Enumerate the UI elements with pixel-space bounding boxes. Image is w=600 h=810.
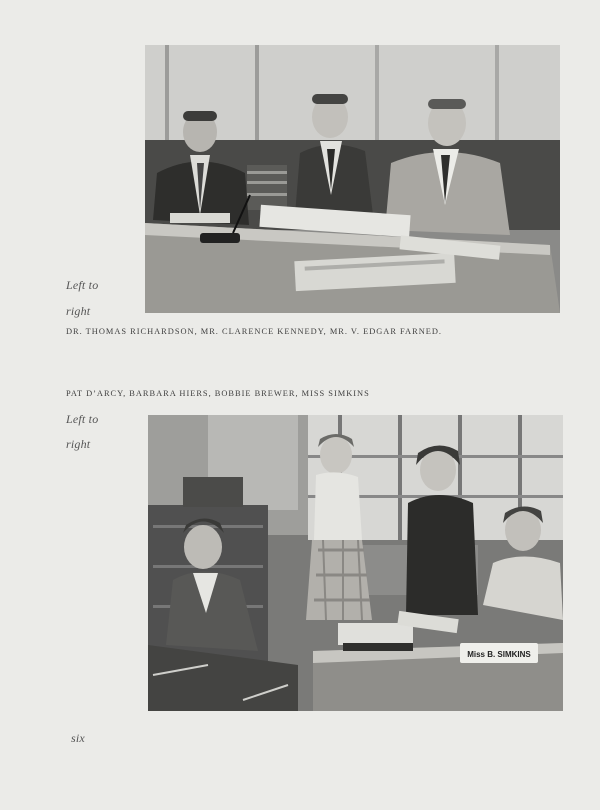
bottom-caption-names: PAT D’ARCY, BARBARA HIERS, BOBBIE BREWER, MISS SIMKINS [66,389,370,398]
top-caption-names: DR. THOMAS RICHARDSON, MR. CLARENCE KENNEDY, MR. V. EDGAR FARNED. [66,327,442,336]
photo-four-women-image [148,415,563,711]
top-caption-label-line2: right [66,304,91,318]
nameplate-label: Miss B. SIMKINS [467,650,531,659]
top-caption-label-line1: Left to [66,278,99,292]
photo-three-men-image [145,45,560,313]
bottom-caption-label-line2: right [66,437,91,451]
photo-four-women-in-office [148,415,563,711]
bottom-caption-label-line1: Left to [66,412,99,426]
photo-three-men-at-desk [145,45,560,313]
page-number: six [71,731,85,745]
